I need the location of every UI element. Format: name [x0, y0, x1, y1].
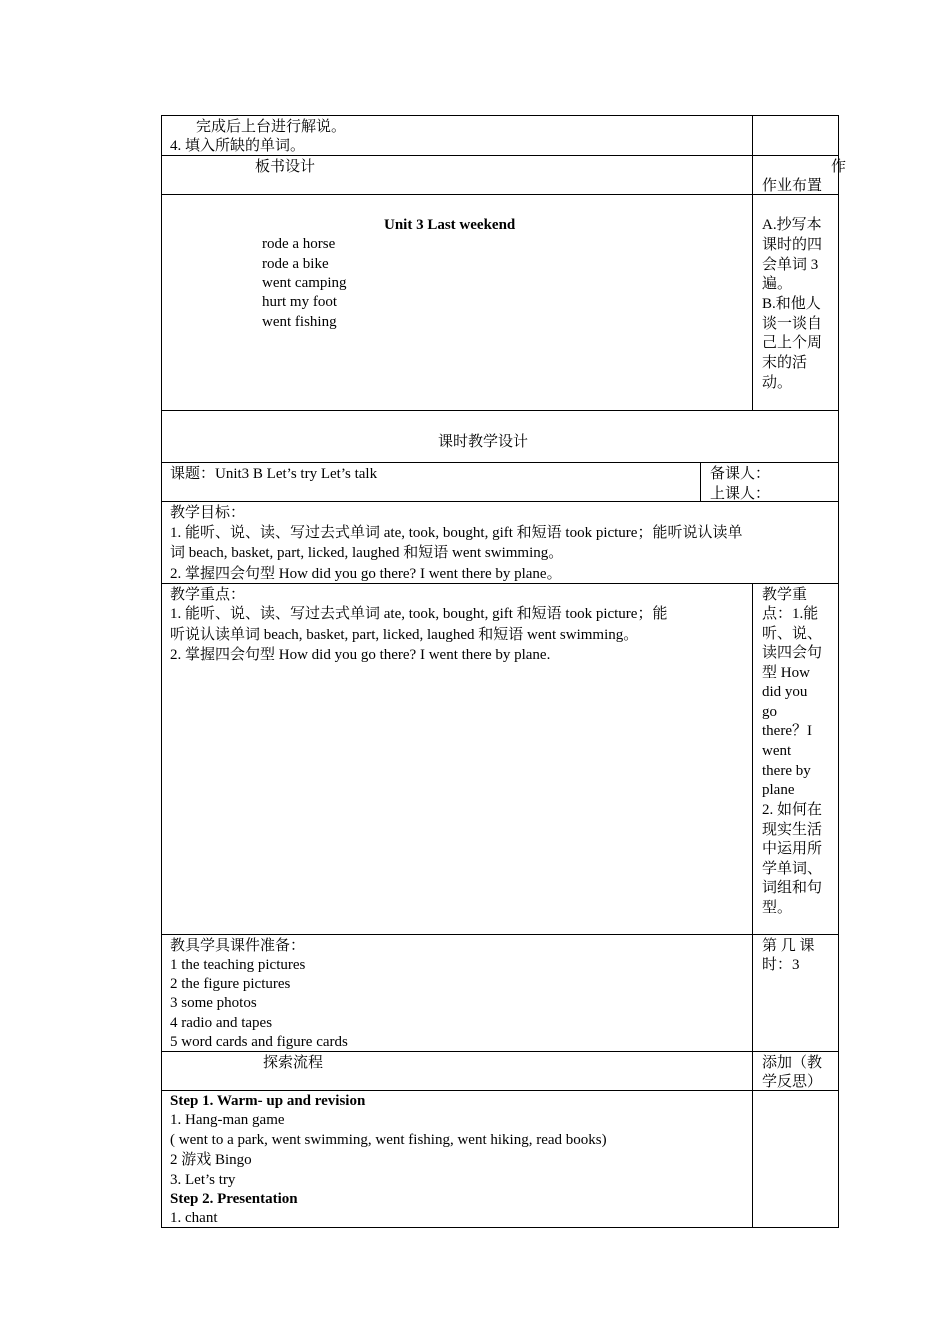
difficulty-line: plane: [762, 782, 795, 798]
difficulty-line: 中运用所: [762, 841, 823, 857]
difficulty-line: 型 How: [762, 665, 810, 681]
homework-line: B.和他人: [762, 296, 821, 312]
difficulty-line: did you: [762, 684, 808, 700]
materials-item: 3 some photos: [170, 995, 257, 1011]
difficulty-line: 2. 如何在: [762, 802, 823, 818]
board-phrase: rode a bike: [262, 256, 329, 272]
difficulty-line: 读四会句: [762, 645, 823, 661]
key-points-label: 教学重点：: [170, 587, 246, 603]
period-label: 第 几 课: [762, 938, 815, 954]
column-divider: [700, 462, 701, 502]
objectives-line: 1. 能听、说、读、写过去式单词 ate, took, bought, gift 和短语 took picture；能听说认读单: [170, 525, 743, 541]
materials-item: 5 word cards and figure cards: [170, 1034, 348, 1050]
key-points-line: 2. 掌握四会句型 How did you go there? I went there by plane.: [170, 647, 551, 663]
difficulty-line: 点：1.能: [762, 606, 819, 622]
materials-label: 教具学具课件准备：: [170, 938, 306, 954]
difficulty-line: 现实生活: [762, 822, 823, 838]
difficulty-line: 听、说、: [762, 626, 823, 642]
board-phrase: hurt my foot: [262, 294, 337, 310]
homework-line: 遍。: [762, 276, 793, 292]
period-value: 时：3: [762, 957, 800, 973]
difficulty-line: 学单词、: [762, 861, 823, 877]
row-divider: [161, 194, 839, 195]
materials-item: 1 the teaching pictures: [170, 957, 306, 973]
topic: 课题：Unit3 B Let’s try Let’s talk: [170, 466, 378, 482]
homework-label: 作业布置: [762, 178, 823, 194]
step1-item: 3. Let’s try: [170, 1172, 236, 1188]
board-title: Unit 3 Last weekend: [384, 217, 516, 233]
board-phrase: rode a horse: [262, 236, 336, 252]
reflection-label: 添加（教: [762, 1055, 823, 1071]
teacher-label: 上课人：: [710, 486, 771, 502]
column-divider: [752, 583, 753, 1228]
homework-line: 己上个周: [762, 335, 823, 351]
homework-line: 谈一谈自: [762, 316, 823, 332]
row-divider: [161, 934, 839, 935]
step4-line: 4. 填入所缺的单词。: [170, 138, 306, 154]
step2-title: Step 2. Presentation: [170, 1191, 298, 1207]
row-divider: [161, 462, 839, 463]
difficulty-line: there by: [762, 763, 811, 779]
board-phrase: went fishing: [262, 314, 337, 330]
homework-line: 会单词 3: [762, 257, 819, 273]
board-design-label: 板书设计: [255, 159, 316, 175]
homework-line: 末的活: [762, 355, 808, 371]
step1-title: Step 1. Warm- up and revision: [170, 1093, 366, 1109]
homework-line: 课时的四: [762, 237, 823, 253]
objectives-line: 词 beach, basket, part, licked, laughed 和短语 went swimming。: [170, 545, 564, 561]
step2-item: 1. chant: [170, 1210, 218, 1226]
step1-item: 1. Hang-man game: [170, 1112, 285, 1128]
materials-item: 4 radio and tapes: [170, 1015, 273, 1031]
process-label: 探索流程: [263, 1055, 324, 1071]
key-points-line: 1. 能听、说、读、写过去式单词 ate, took, bought, gift 和短语 took picture；能: [170, 606, 668, 622]
difficulty-line: there？I: [762, 723, 812, 739]
key-points-line: 听说认读单词 beach, basket, part, licked, laughed 和短语 went swimming。: [170, 627, 639, 643]
preparer-label: 备课人：: [710, 466, 771, 482]
row-divider: [161, 1090, 839, 1091]
difficulty-line: 词组和句: [762, 880, 823, 896]
objectives-label: 教学目标：: [170, 505, 246, 521]
homework-label-overflow: 作: [831, 159, 847, 175]
top-table-divider: [752, 115, 753, 411]
materials-item: 2 the figure pictures: [170, 976, 291, 992]
step1-item: 2 游戏 Bingo: [170, 1152, 252, 1168]
difficulty-line: 教学重: [762, 587, 808, 603]
lesson-heading: 课时教学设计: [438, 434, 529, 450]
homework-line: 动。: [762, 375, 793, 391]
difficulty-line: go: [762, 704, 777, 720]
difficulty-line: went: [762, 743, 792, 759]
reflection-label: 学反思）: [762, 1074, 823, 1090]
board-phrase: went camping: [262, 275, 347, 291]
difficulty-line: 型。: [762, 900, 793, 916]
intro-line: 完成后上台进行解说。: [196, 119, 347, 135]
step1-item-detail: ( went to a park, went swimming, went fishing, went hiking, read books): [170, 1132, 607, 1148]
homework-line: A.抄写本: [762, 217, 822, 233]
objectives-line: 2. 掌握四会句型 How did you go there? I went there by plane。: [170, 566, 562, 582]
